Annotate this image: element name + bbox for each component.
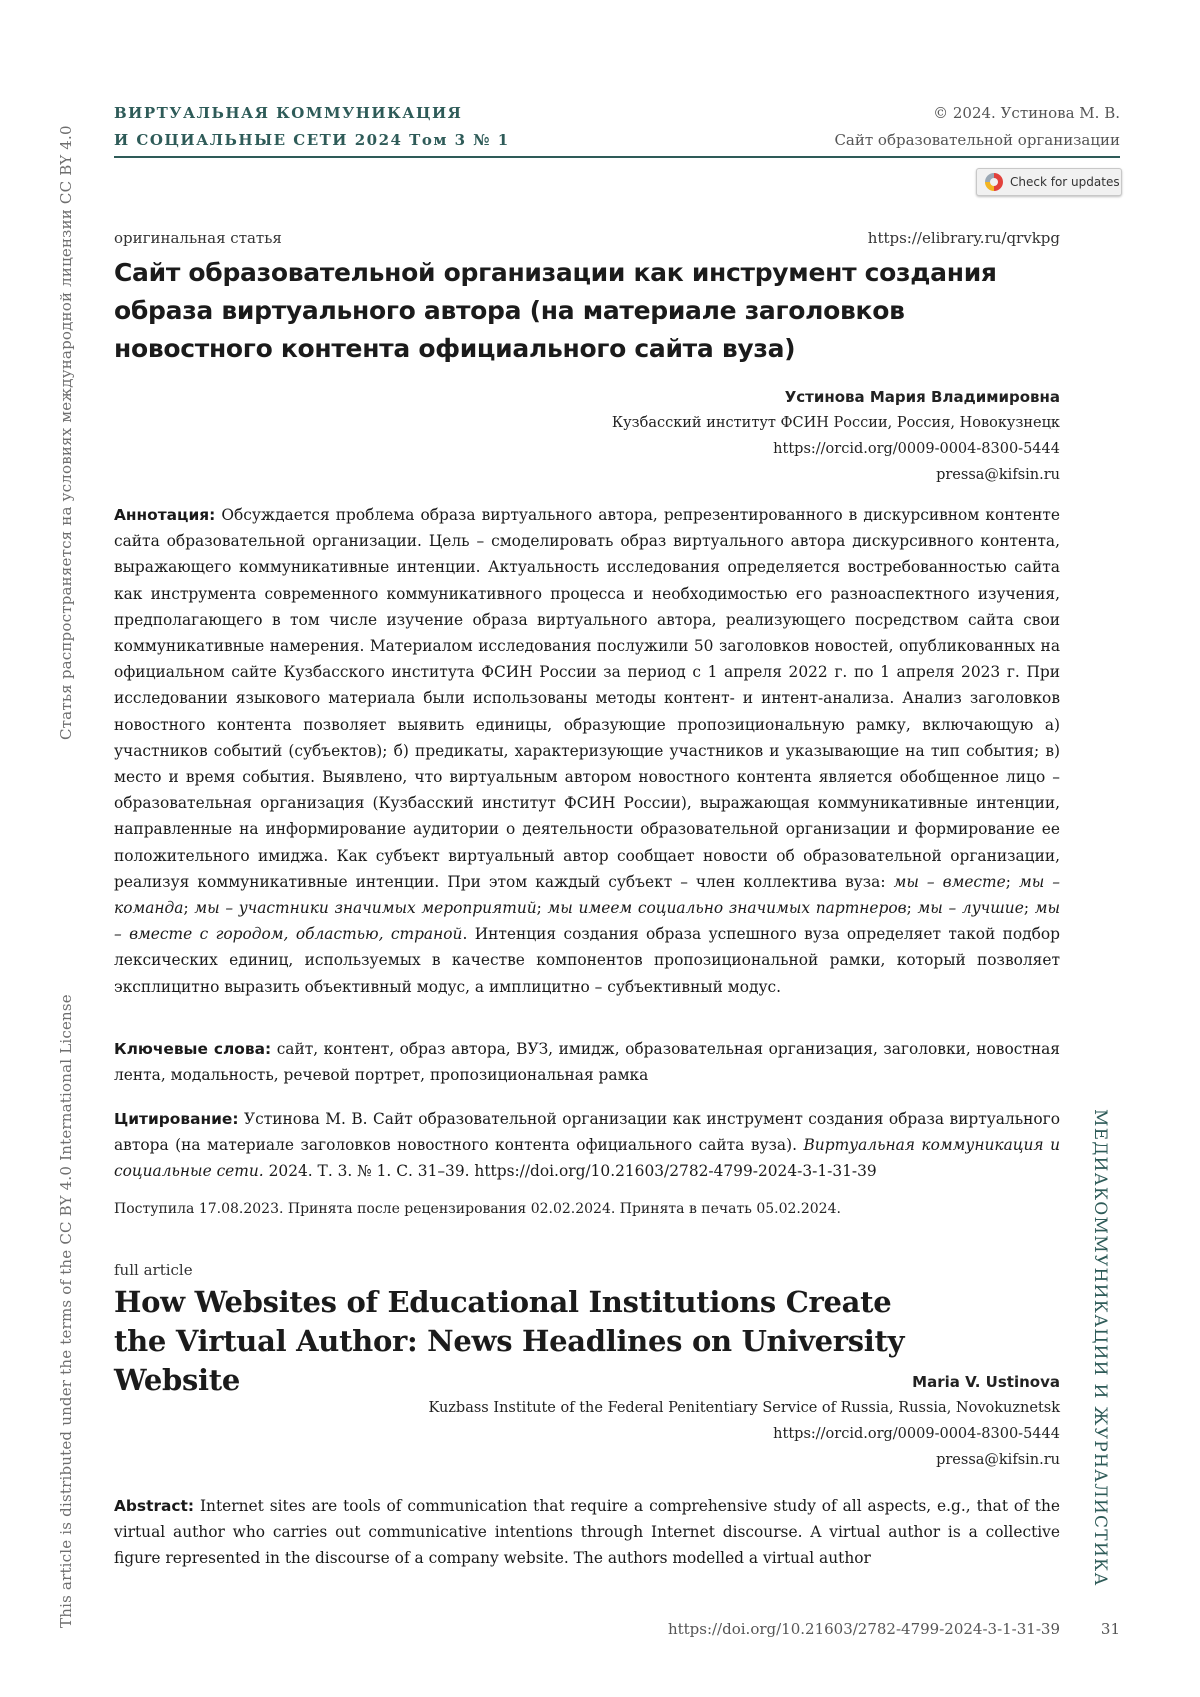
author-email-ru[interactable]: pressa@kifsin.ru [936, 467, 1060, 483]
header-divider [114, 156, 1120, 158]
check-for-updates-button[interactable] [976, 168, 1122, 196]
abstract-text-ru-1: Обсуждается проблема образа виртуального автора, репрезентированного в дискурсивном контенте сайта образовательной организации. Цель – смоделировать образ виртуального автора дискурсивного контента, выражающего коммуникативные интенции. Актуальность исследования определяется востребованностью сайта как инструмента современного коммуникативного процесса и необходимостью его разноаспектного изучения, предполагающего в том числе изучение образа виртуального автора, реализующего посредством сайта свои коммуникативные намерения. Материалом исследования послужили 50 заголовков новостей, опубликованных на официальном сайте Кузбасского института ФСИН России за период с 1 апреля 2022 г. по 1 апреля 2023 г. При исследовании языкового материала были использованы методы контент- и интент-анализа. Анализ заголовков новостного контента позволяет выявить единицы, образующие пропозициональную рамку, включающую а) участников событий (субъектов); б) предикаты, характеризующие участников и указывающие на тип события; в) место и время события. Выявлено, что виртуальным автором новостного контента является обобщенное лицо – образовательная организация (Кузбасский институт ФСИН России), выражающая коммуникативные интенции, направленные на информирование аудитории о деятельности образовательной организации и формирование ее положительного имиджа. Как субъект виртуальный автор сообщает новости об образовательной организации, реализуя коммуникативные интенции. При этом каждый субъект – член коллектива вуза: [114, 506, 1060, 891]
article-type-ru: оригинальная статья [114, 229, 282, 247]
article-title-en-line2: the Virtual Author: News Headlines on University Website [114, 1324, 905, 1397]
author-block-en [428, 1369, 1060, 1473]
page-number: 31 [1100, 1620, 1120, 1638]
journal-name [114, 100, 510, 154]
author-orcid-en[interactable]: https://orcid.org/0009-0004-8300-5444 [773, 1426, 1060, 1442]
keywords-label-ru: Ключевые слова: [114, 1040, 272, 1058]
crossmark-icon [985, 173, 1003, 191]
article-title-en-line1: How Websites of Educational Institutions Create [114, 1285, 892, 1319]
author-block-ru [612, 384, 1060, 488]
author-email-en[interactable]: pressa@kifsin.ru [936, 1452, 1060, 1468]
abstract-text-en: Internet sites are tools of communication that require a comprehensive study of all aspects, e.g., that of the virtual author who carries out communicative intentions through Internet discourse. A virtual author is a collective figure represented in the discourse of a company website. The authors modelled a virtual author [114, 1497, 1060, 1568]
abstract-italic-5: мы – лучшие [917, 899, 1024, 918]
received-dates: Поступила 17.08.2023. Принята после рецензирования 02.02.2024. Принята в печать 05.02.2024. [114, 1201, 841, 1217]
citation-journal-ru: Виртуальная коммуникация и социальные сети. [114, 1136, 1060, 1181]
citation-ru [114, 1106, 1060, 1185]
author-affiliation-ru: Кузбасский институт ФСИН России, Россия, Новокузнецк [611, 415, 1060, 431]
abstract-italic-3: мы – участники значимых мероприятий [194, 899, 537, 918]
abstract-italic-6: мы – вместе с городом, областью, страной [114, 899, 1060, 944]
article-title-ru: Сайт образовательной организации как инструмент создания образа виртуального автора (на материале заголовков новостного контента официального сайта вуза) [114, 258, 997, 363]
citation-tail-ru[interactable]: 2024. Т. 3. № 1. С. 31–39. https://doi.org/10.21603/2782-4799-2024-3-1-31-39 [268, 1162, 877, 1181]
citation-text-ru: Устинова М. В. Сайт образовательной организации как инструмент создания образа виртуального автора (на материале заголовков новостного контента официального сайта вуза). [114, 1110, 1060, 1155]
abstract-italic-2: мы – команда [114, 872, 1060, 918]
footer-doi-link[interactable]: https://doi.org/10.21603/2782-4799-2024-3-1-31-39 [667, 1620, 1060, 1638]
running-title: Сайт образовательной организации [834, 131, 1120, 149]
copyright-block [834, 100, 1120, 154]
journal-name-line1: ВИРТУАЛЬНАЯ КОММУНИКАЦИЯ [114, 104, 463, 122]
license-note-en: This article is distributed under the terms of the CC BY 4.0 International License [57, 994, 75, 1628]
abstract-italic-1: мы – вместе [893, 872, 1006, 891]
keywords-text-ru: сайт, контент, образ автора, ВУЗ, имидж, образовательная организация, заголовки, новостная лента, модальность, речевой портрет, пропозициональная рамка [114, 1040, 1060, 1085]
abstract-text-ru-2: Интенция создания образа успешного вуза определяет такой подбор лексических единиц, используемых в качестве компонентов пропозициональной рамки, который позволяет эксплицитно выразить объективный модус, а имплицитно – субъективный модус. [114, 925, 1060, 996]
license-note-ru: Статья распространяется на условиях международной лицензии CC BY 4.0 [57, 125, 75, 740]
journal-name-line2: И СОЦИАЛЬНЫЕ СЕТИ 2024 Том 3 № 1 [114, 131, 510, 149]
citation-label-ru: Цитирование: [114, 1110, 239, 1128]
author-affiliation-en: Kuzbass Institute of the Federal Penitentiary Service of Russia, Russia, Novokuznetsk [428, 1400, 1060, 1416]
section-label: МЕДИАКОММУНИКАЦИИ И ЖУРНАЛИСТИКА [1090, 1109, 1110, 1587]
abstract-label-en: Abstract: [114, 1497, 195, 1515]
elibrary-link[interactable]: https://elibrary.ru/qrvkpg [867, 229, 1060, 247]
abstract-label-ru: Аннотация: [114, 506, 216, 524]
abstract-en [114, 1493, 1060, 1572]
keywords-ru [114, 1036, 1060, 1088]
check-for-updates-label: Check for updates [1010, 175, 1120, 189]
author-orcid-ru[interactable]: https://orcid.org/0009-0004-8300-5444 [773, 441, 1060, 457]
abstract-ru: Аннотация: Обсуждается проблема образа виртуального автора, репрезентированного в дискурсивном контенте сайта образовательной организации. Цель – смоделировать образ виртуального автора дискурсивного контента, выражающего коммуникативные интенции. Актуальность исследования определяется востребованностью сайта как инструмента современного коммуникативного процесса и необходимостью его разноаспектного изучения, предполагающего в том числе изучение образа виртуального автора, реализующего посредством сайта свои коммуникативные намерения. Материалом исследования послужили 50 заголовков новостей, опубликованных на официальном сайте Кузбасского института ФСИН России за период с 1 апреля 2022 г. по 1 апреля 2023 г. При исследовании языкового материала были использованы методы контент- и интент-анализа. Анализ заголовков новостного контента позволяет выявить единицы, образующие пропозициональную рамку, включающую а) участников событий (субъектов); б) предикаты, характеризующие участников и указывающие на тип события; в) место и время события. Выявлено, что виртуальным автором новостного контента является обобщенное лицо – образовательная организация (Кузбасский институт ФСИН России), выражающая коммуникативные интенции, направленные на информирование аудитории о деятельности образовательной организации и формирование ее положительного имиджа. Как субъект виртуальный автор сообщает новости об образовательной организации, реализуя коммуникативные интенции. При этом каждый субъект – член коллектива вуза: мы – вместе; мы – команда; мы – участники значимых мероприятий; мы имеем социально значимых партнеров; мы – лучшие; мы – вместе с городом, областью, страной. Интенция создания образа успешного вуза определяет такой подбор лексических единиц, используемых в качестве компонентов пропозициональной рамки, который позволяет эксплицитно выразить объективный модус, а имплицитно – субъективный модус. [114, 506, 1060, 996]
abstract-italic-4: мы имеем социально значимых партнеров [547, 899, 907, 918]
author-name-ru: Устинова Мария Владимировна [784, 388, 1060, 406]
author-name-en: Maria V. Ustinova [912, 1373, 1060, 1391]
article-type-en: full article [114, 1261, 193, 1279]
copyright: © 2024. Устинова М. В. [933, 104, 1120, 122]
